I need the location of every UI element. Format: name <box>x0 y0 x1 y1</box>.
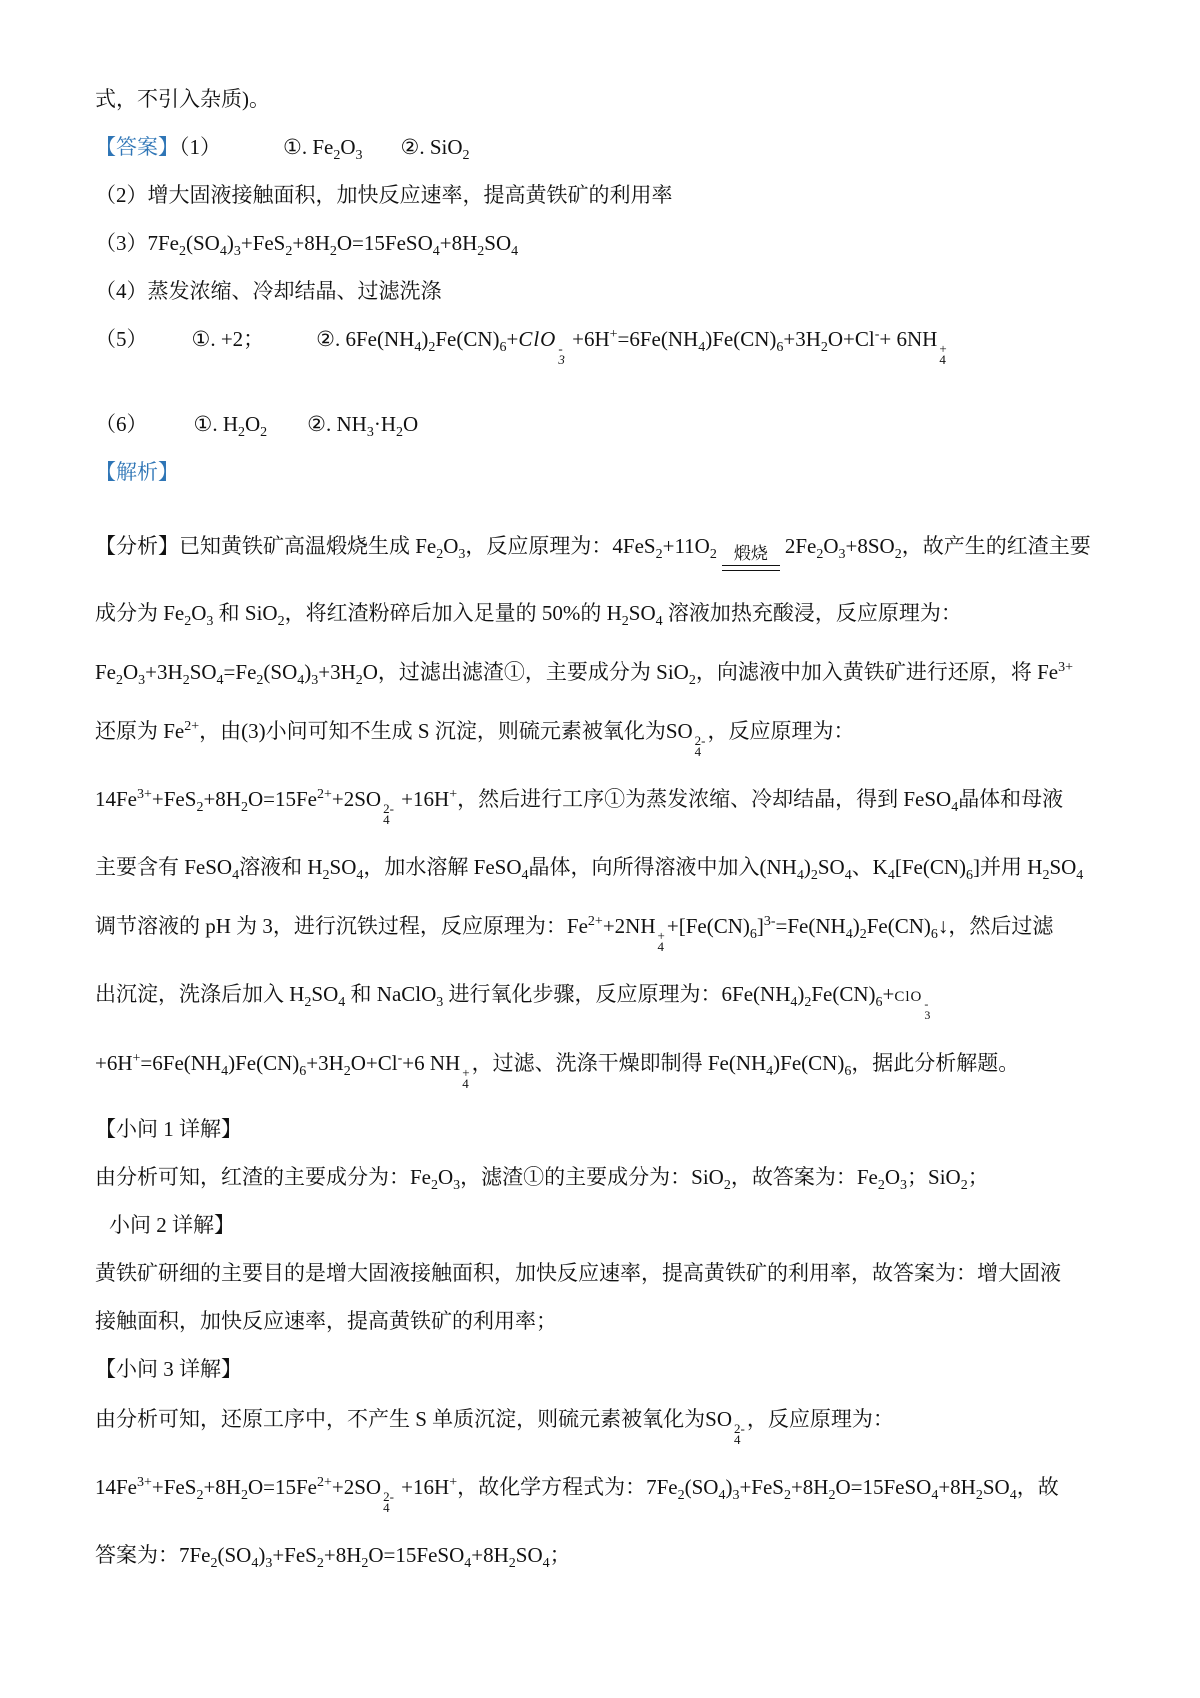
text-run: O <box>191 601 207 625</box>
text-run: 2 <box>975 1488 983 1503</box>
text-run: 由分析可知，红渣的主要成分为：Fe <box>95 1165 431 1189</box>
text-run: 6 <box>966 868 974 883</box>
paragraph-5 <box>95 276 1140 306</box>
stacked-charge: 2- 4 <box>383 1489 394 1515</box>
text-run: O <box>245 412 261 436</box>
text-run: +[Fe(CN) <box>666 914 750 938</box>
text-run: ，将红渣粉碎后加入足量的 50%的 H <box>284 601 622 625</box>
paragraph-17 <box>95 1046 1140 1089</box>
text-run: +FeS <box>151 787 197 811</box>
text-run: 2 <box>196 800 204 815</box>
text-run: +FeS <box>272 1543 317 1567</box>
text-run: ) <box>725 1475 733 1499</box>
text-run: =Fe <box>223 660 257 684</box>
text-run: 2 <box>361 1556 369 1571</box>
text-run: )Fe(CN) <box>773 1051 845 1075</box>
text-run: 2 <box>621 614 629 629</box>
text-run: 4 <box>232 868 240 883</box>
paragraph-20 <box>95 1210 1140 1240</box>
text-run: =6Fe(NH <box>617 327 699 351</box>
text-run: 3 <box>355 148 363 163</box>
text-run: +3H <box>318 660 356 684</box>
text-run: SO <box>628 601 656 625</box>
paragraph-9 <box>95 529 1140 571</box>
text-run: 4 <box>521 868 529 883</box>
text-run: ) <box>226 231 234 255</box>
text-run: 2 <box>877 1178 885 1193</box>
text-run: 主要含有 FeSO <box>95 855 233 879</box>
text-run: 4 <box>796 868 804 883</box>
text-run: 2 <box>783 1488 791 1503</box>
text-run: 2 <box>436 547 444 562</box>
text-run: +8H <box>203 1475 241 1499</box>
text-run: 成分为 Fe <box>95 601 185 625</box>
text-run: +6H <box>95 1051 133 1075</box>
text-run: ； <box>967 1165 989 1189</box>
text-run: （3）7Fe <box>95 231 179 255</box>
text-run: - <box>874 327 880 342</box>
text-run: ①. Fe <box>283 135 334 159</box>
text-run: O+Cl <box>827 327 875 351</box>
paragraph-1 <box>95 84 1140 114</box>
text-run: 、K <box>851 855 888 879</box>
text-run: + <box>132 1051 141 1066</box>
text-run: O=15FeSO <box>835 1475 932 1499</box>
text-run: 3+ <box>137 787 152 802</box>
text-run: 晶体和母液 <box>958 787 1064 811</box>
text-run: +3H <box>145 660 183 684</box>
text-run: ，故答案为：Fe <box>730 1165 878 1189</box>
text-run: （1） <box>179 135 221 159</box>
text-run: 2 <box>179 244 186 259</box>
text-run: ) <box>852 914 860 938</box>
text-run: 2+ <box>587 914 603 929</box>
text-run: ，反应原理为： <box>746 1407 894 1431</box>
text-run: 2Fe <box>784 534 817 558</box>
paragraph-3 <box>95 180 1140 210</box>
text-run: 3 <box>900 1178 908 1193</box>
text-run: +8H <box>938 1475 976 1499</box>
text-run: 2 <box>428 340 436 355</box>
paragraph-10 <box>95 596 1140 630</box>
text-run: 2 <box>1042 868 1050 883</box>
text-run: 2+ <box>316 1475 332 1490</box>
text-run: SO <box>329 855 357 879</box>
text-run: （2）增大固液接触面积，加快反应速率，提高黄铁矿的利用率 <box>95 183 673 207</box>
text-run: SO <box>311 982 339 1006</box>
text-run: SO <box>982 1475 1010 1499</box>
stacked-charge: + 4 <box>939 341 947 367</box>
text-run: 2 <box>316 1556 324 1571</box>
text-run: 2 <box>329 244 337 259</box>
text-run: O=15FeSO <box>368 1543 465 1567</box>
text-run: +16H <box>395 787 450 811</box>
text-run: ，由(3)小问可知不生成 S 沉淀，则硫元素被氧化为SO <box>199 719 693 743</box>
text-run: +3H <box>783 327 821 351</box>
text-run: ，故化学方程式为：7Fe <box>457 1475 678 1499</box>
text-run: SO <box>189 660 217 684</box>
text-run: =Fe(NH <box>775 914 846 938</box>
text-run: +8H <box>292 231 330 255</box>
text-run: 进行氧化步骤，反应原理为：6Fe(NH <box>443 982 791 1006</box>
stacked-charge: - 3 <box>558 341 565 367</box>
text-run: 2 <box>355 673 363 688</box>
text-run: 3 <box>138 673 146 688</box>
text-run: + <box>882 982 895 1006</box>
text-run: 2 <box>816 547 824 562</box>
text-run: 6 <box>749 927 757 942</box>
text-run: O <box>443 534 459 558</box>
text-run: +2SO <box>331 1475 382 1499</box>
text-run: +FeS <box>240 231 286 255</box>
text-run: 【分析】已知黄铁矿高温煅烧生成 Fe <box>95 534 437 558</box>
text-run: O，过滤出滤渣①，主要成分为 SiO <box>362 660 689 684</box>
text-run: (SO <box>217 1543 252 1567</box>
section-label: 【解析】 <box>95 460 179 484</box>
text-run: 2 <box>462 148 470 163</box>
text-run: ②. NH <box>307 412 367 436</box>
text-run: ] <box>756 914 764 938</box>
text-run: +2SO <box>331 787 382 811</box>
text-run: 4 <box>511 244 519 259</box>
text-run: 4 <box>414 340 422 355</box>
text-run: ，反应原理为：4FeS <box>465 534 656 558</box>
text-run: +FeS <box>151 1475 197 1499</box>
text-run: 4 <box>718 1488 726 1503</box>
text-run: 4 <box>766 1064 774 1079</box>
text-run: +16H <box>395 1475 450 1499</box>
text-run: 2 <box>431 1178 438 1193</box>
text-run: - <box>397 1051 403 1066</box>
text-run: ； <box>549 1543 571 1567</box>
paragraph-14 <box>95 850 1140 884</box>
stacked-charge: - 3 <box>924 997 931 1022</box>
text-run: 2 <box>196 1488 204 1503</box>
text-run: O <box>403 412 419 436</box>
text-run: 4 <box>845 927 853 942</box>
text-run: 2 <box>240 1488 248 1503</box>
paragraph-15 <box>95 909 1140 952</box>
text-run: 3 <box>458 547 466 562</box>
text-run: 3 <box>265 1556 273 1571</box>
text-run: 2 <box>277 614 285 629</box>
text-run: O=15Fe <box>247 787 317 811</box>
text-run: 14Fe <box>95 1475 137 1499</box>
text-run: +8H <box>439 231 478 255</box>
text-run: 2 <box>182 673 190 688</box>
stacked-charge: + 4 <box>462 1065 470 1091</box>
text-run: 6 <box>930 927 938 942</box>
text-run: 4 <box>464 1556 472 1571</box>
text-run: ]并用 H <box>973 855 1043 879</box>
text-run: 2 <box>688 673 696 688</box>
text-run: 和 NaClO <box>345 982 437 1006</box>
text-run: 4 <box>216 673 224 688</box>
text-run: )Fe(CN) <box>705 327 777 351</box>
text-run: ，故产生的红渣主要 <box>901 534 1091 558</box>
paragraph-19 <box>95 1162 1140 1192</box>
text-run: ·H <box>373 412 397 436</box>
text-run: ②. SiO <box>400 135 463 159</box>
text-run: 溶液加热充酸浸，反应原理为： <box>662 601 962 625</box>
paragraph-4 <box>95 228 1140 258</box>
text-run: 小问 2 详解】 <box>109 1213 235 1237</box>
text-run: 答案为：7Fe <box>95 1543 211 1567</box>
text-run: SO <box>817 855 845 879</box>
text-run: ①. +2； <box>191 327 265 351</box>
text-run: ，加水溶解 FeSO <box>363 855 522 879</box>
paragraph-22 <box>95 1306 1140 1336</box>
text-run: 3+ <box>1058 660 1073 675</box>
paragraph-11 <box>95 655 1140 689</box>
text-run: (SO <box>684 1475 719 1499</box>
text-run: ) <box>421 327 429 351</box>
text-run: O+Cl <box>350 1051 398 1075</box>
text-run: ；SiO <box>907 1165 961 1189</box>
text-run: Fe(CN) <box>435 327 500 351</box>
text-run: Fe(CN) <box>811 982 876 1006</box>
text-run: 出沉淀，洗涤后加入 H <box>95 982 305 1006</box>
text-run: 2 <box>960 1178 968 1193</box>
text-run: 6 <box>844 1064 852 1079</box>
text-run: Fe <box>95 660 116 684</box>
text-run: 4 <box>338 995 346 1010</box>
text-run: O <box>884 1165 901 1189</box>
reaction-condition-calcine: 煅烧 <box>722 544 780 571</box>
text-run: )Fe(CN) <box>228 1051 300 1075</box>
text-run: 调节溶液的 pH 为 3，进行沉铁过程，反应原理为：Fe <box>95 914 588 938</box>
text-run: [Fe(CN) <box>894 855 967 879</box>
text-run: 4 <box>297 673 305 688</box>
text-run: ↓，然后过滤 <box>937 914 1054 938</box>
text-run: 4 <box>698 340 706 355</box>
text-run: 2 <box>256 673 264 688</box>
text-run: 【小问 3 详解】 <box>95 1357 242 1381</box>
text-run: 2+ <box>316 787 332 802</box>
text-run: +8SO <box>845 534 895 558</box>
paragraph-21 <box>95 1258 1140 1288</box>
text-run: 2 <box>655 547 663 562</box>
stacked-charge: 2- 4 <box>383 801 394 827</box>
text-run: +8H <box>323 1543 362 1567</box>
paragraph-16 <box>95 977 1140 1021</box>
text-run: +8H <box>471 1543 509 1567</box>
text-run: 4 <box>790 995 798 1010</box>
text-run: ，故 <box>1016 1475 1059 1499</box>
stacked-charge: 2- 4 <box>694 733 706 759</box>
paragraph-7 <box>95 409 1140 439</box>
text-run: 还原为 Fe <box>95 719 185 743</box>
text-run: SO <box>484 231 512 255</box>
text-run: 4 <box>887 868 895 883</box>
text-run: 4 <box>1009 1488 1017 1503</box>
text-run: 2 <box>210 1556 218 1571</box>
text-run: O <box>123 660 139 684</box>
text-run: ，据此分析解题。 <box>851 1051 1020 1075</box>
text-run: +3H <box>306 1051 344 1075</box>
paragraph-13 <box>95 782 1140 825</box>
text-run: 2 <box>240 800 248 815</box>
paragraph-23 <box>95 1354 1140 1384</box>
text-run: 3- <box>763 914 776 929</box>
text-run: ②. 6Fe(NH <box>316 327 415 351</box>
text-run: （5） <box>95 327 148 351</box>
text-run: ) <box>803 855 811 879</box>
text-run: 2 <box>238 425 245 440</box>
text-run: O <box>340 135 356 159</box>
text-run: SO <box>1049 855 1077 879</box>
text-run: 2 <box>285 244 293 259</box>
text-run: + <box>506 327 519 351</box>
text-run: (SO <box>186 231 220 255</box>
text-run: 3 <box>838 547 846 562</box>
text-run: +8H <box>790 1475 829 1499</box>
text-run: 4 <box>432 244 440 259</box>
text-run: 2 <box>810 868 818 883</box>
text-run: 式，不引入杂质)。 <box>95 87 270 111</box>
text-run: ，然后进行工序①为蒸发浓缩、冷却结晶，得到 FeSO <box>457 787 952 811</box>
text-run: 3 <box>311 673 319 688</box>
text-run: 3 <box>366 425 374 440</box>
text-run: 2 <box>260 425 268 440</box>
section-label: 【答案】 <box>95 135 179 159</box>
paragraph-26 <box>95 1538 1140 1572</box>
text-run: 2 <box>333 148 341 163</box>
text-run: O <box>823 534 839 558</box>
text-run: 4 <box>951 800 959 815</box>
text-run: 4 <box>844 868 852 883</box>
text-run: (SO <box>263 660 298 684</box>
paragraph-25 <box>95 1470 1140 1513</box>
text-run: 2 <box>343 1064 351 1079</box>
text-run: +8H <box>203 787 241 811</box>
text-run: 2 <box>396 425 404 440</box>
paragraph-6 <box>95 324 1140 365</box>
text-run: 2 <box>322 868 330 883</box>
text-run: +2NH <box>602 914 656 938</box>
text-run: 6 <box>299 1064 307 1079</box>
text-run: 2 <box>820 340 828 355</box>
text-run: SO <box>515 1543 543 1567</box>
text-run: 3 <box>732 1488 740 1503</box>
text-run: 晶体，向所得溶液中加入(NH <box>528 855 797 879</box>
text-run: 2 <box>828 1488 836 1503</box>
text-run: + <box>609 327 618 342</box>
text-run: +11O <box>662 534 710 558</box>
text-run: 2 <box>709 547 717 562</box>
text-run: Fe(CN) <box>866 914 931 938</box>
text-run: 黄铁矿研细的主要目的是增大固液接触面积，加快反应速率，提高黄铁矿的利用率，故答案为：增大固液 <box>95 1261 1061 1285</box>
text-run: + <box>449 1475 458 1490</box>
text-run: ClO <box>518 327 557 351</box>
text-run: 3 <box>436 995 444 1010</box>
text-run: 6 <box>875 995 883 1010</box>
text-run: 溶液和 H <box>239 855 323 879</box>
text-run: 6 <box>776 340 784 355</box>
text-run: 3 <box>233 244 241 259</box>
text-run: ) <box>258 1543 266 1567</box>
text-run: =6Fe(NH <box>140 1051 222 1075</box>
text-run: ) <box>797 982 805 1006</box>
text-run: 2 <box>508 1556 516 1571</box>
text-run: （4）蒸发浓缩、冷却结晶、过滤洗涤 <box>95 279 442 303</box>
text-run: O=15FeSO <box>336 231 433 255</box>
text-run: 4 <box>542 1556 550 1571</box>
text-run: + <box>449 787 458 802</box>
text-run: ClO <box>894 989 923 1005</box>
text-run: 2 <box>677 1488 685 1503</box>
text-run: 4 <box>356 868 364 883</box>
text-run: 2 <box>723 1178 731 1193</box>
text-run: ，滤渣①的主要成分为：SiO <box>460 1165 724 1189</box>
text-run: 由分析可知，还原工序中，不产生 S 单质沉淀，则硫元素被氧化为SO <box>95 1407 733 1431</box>
text-run: ①. H <box>193 412 238 436</box>
text-run: 14Fe <box>95 787 137 811</box>
text-run: 4 <box>221 1064 229 1079</box>
text-run: 2 <box>304 995 312 1010</box>
text-run: ，过滤、洗涤干燥即制得 Fe(NH <box>471 1051 767 1075</box>
text-run: 2+ <box>184 719 200 734</box>
paragraph-8 <box>95 457 1140 487</box>
text-run: 3+ <box>137 1475 152 1490</box>
text-run: O <box>438 1165 454 1189</box>
text-run: 4 <box>931 1488 939 1503</box>
paragraph-18 <box>95 1114 1140 1144</box>
paragraph-12 <box>95 714 1140 757</box>
paragraph-2 <box>95 132 1140 162</box>
text-run: 2 <box>116 673 123 688</box>
text-run: ，反应原理为： <box>707 719 855 743</box>
text-run: + 6NH <box>879 327 938 351</box>
text-run: +6 NH <box>402 1051 461 1075</box>
document-body <box>95 84 1140 1597</box>
stacked-charge: + 4 <box>657 928 665 954</box>
text-run: +6H <box>566 327 610 351</box>
text-run: 和 SiO <box>213 601 278 625</box>
text-run: 2 <box>184 614 192 629</box>
text-run: 2 <box>804 995 812 1010</box>
text-run: +FeS <box>739 1475 784 1499</box>
text-run: 2 <box>859 927 867 942</box>
paragraph-24 <box>95 1402 1140 1445</box>
text-run: 3 <box>206 614 214 629</box>
text-run: （6） <box>95 412 148 436</box>
text-run: 4 <box>655 614 663 629</box>
stacked-charge: 2- 4 <box>734 1421 745 1447</box>
text-run: 接触面积，加快反应速率，提高黄铁矿的利用率； <box>95 1309 557 1333</box>
text-run: O=15Fe <box>247 1475 317 1499</box>
text-run: 4 <box>219 244 227 259</box>
text-run: 4 <box>251 1556 259 1571</box>
text-run: 2 <box>477 244 485 259</box>
text-run: ，向滤液中加入黄铁矿进行还原，将 Fe <box>695 660 1059 684</box>
text-run: 【小问 1 详解】 <box>95 1117 242 1141</box>
text-run: 6 <box>499 340 507 355</box>
text-run: 4 <box>1076 868 1084 883</box>
text-run: 3 <box>453 1178 461 1193</box>
text-run: ) <box>304 660 312 684</box>
text-run: 2 <box>894 547 902 562</box>
